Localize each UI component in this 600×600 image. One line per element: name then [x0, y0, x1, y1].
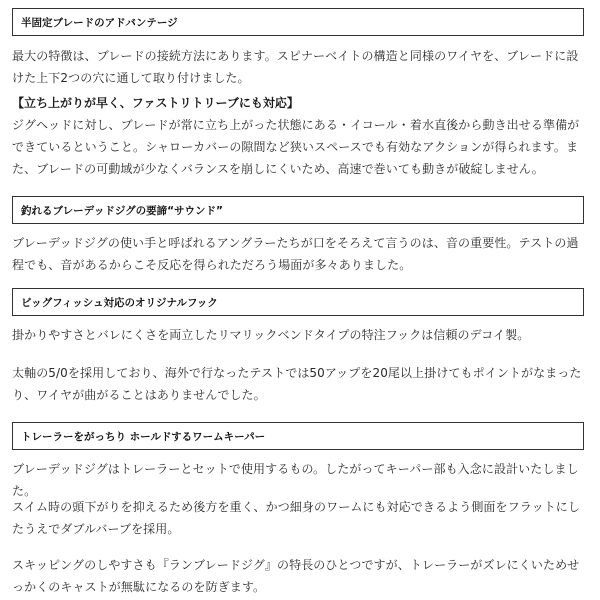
heading-text: トレーラーをがっちり ホールドするワームキーパー — [21, 430, 266, 443]
section-heading-sound — [12, 196, 584, 224]
heading-text: 半固定ブレードのアドバンテージ — [21, 16, 178, 29]
paragraph: ブレーデッドジグはトレーラーとセットで使用するもの。したがってキーパー部も入念に設計いたしました。 — [12, 462, 579, 498]
subheading-fast-rise: 【立ち上がりが早く、ファストリトリーブにも対応】 — [12, 96, 299, 110]
paragraph: ジグヘッドに対し、ブレードが常に立ち上がった状態にある・イコール・着水直後から動き出せる準備ができているということ。シャローカバーの隙間など狭いスペースでも有効なアクションが得られます。また、ブレードの可動域が少なくバランスを崩しにくいため、高速で巻いても動きが破綻しません。 — [12, 118, 580, 176]
section-heading-worm-keeper — [12, 422, 584, 450]
paragraph: 掛かりやすさとバレにくさを両立したリマリックベンドタイプの特注フックは信頼のデコイ製。 — [12, 328, 530, 342]
heading-text: 釣れるブレーデッドジグの要諦“サウンド” — [21, 204, 223, 217]
paragraph: ブレーデッドジグの使い手と呼ばれるアングラーたちが口をそろえて言うのは、音の重要性。テストの過程でも、音があるからこそ反応を得られただろう場面が多々ありました。 — [12, 236, 579, 272]
section-heading-blade-advantage — [12, 8, 584, 36]
heading-text: ビッグフィッシュ対応のオリジナルフック — [21, 296, 218, 309]
paragraph: スキッピングのしやすさも『ランブレードジグ』の特長のひとつですが、トレーラーがズレにくいためせっかくのキャストが無駄になるのを防ぎます。 — [12, 558, 580, 594]
paragraph: スイム時の頭下がりを抑えるため後方を重く、かつ細身のワームにも対応できるよう側面をフラットにしたうえでダブルバーブを採用。 — [12, 500, 580, 536]
paragraph: 最大の特徴は、ブレードの接続方法にあります。スピナーベイトの構造と同様のワイヤを、ブレードに設けた上下2つの穴に通して取り付けました。 — [12, 49, 579, 85]
section-heading-hook — [12, 288, 584, 316]
paragraph: 太軸の5/0を採用しており、海外で行なったテストでは50アップを20尾以上掛けてもポイントがなまったり、ワイヤが曲がることはありませんでした。 — [12, 366, 582, 402]
